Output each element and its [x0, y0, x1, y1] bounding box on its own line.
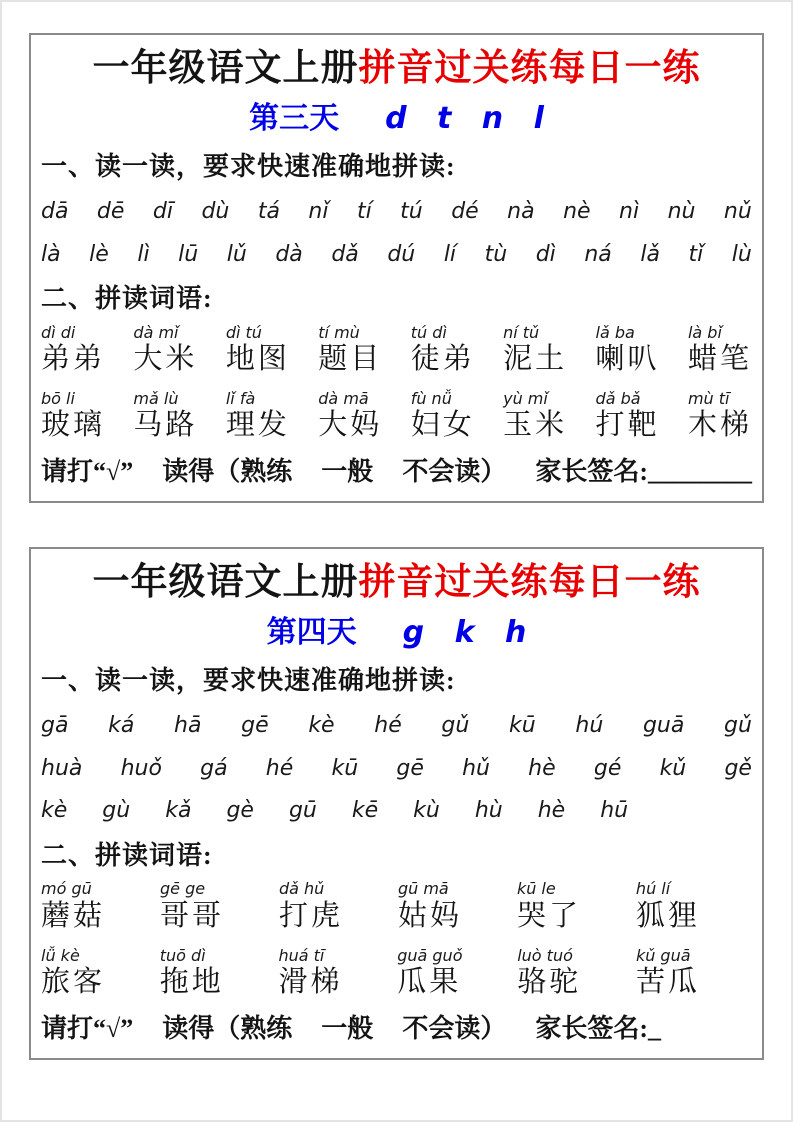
word-item: [41, 324, 105, 377]
word-hanzi: 打虎: [278, 899, 343, 932]
word-item: [226, 390, 290, 443]
word-item: [318, 390, 382, 443]
pinyin-syllable: nì: [619, 198, 640, 224]
section2-heading: 二、拼读词语:: [41, 284, 213, 314]
word-hanzi: 泥土: [503, 343, 568, 376]
word-pinyin: dǎ bǎ: [595, 388, 641, 408]
word-pinyin: luò tuó: [517, 945, 573, 965]
day-label: 第三天: [249, 102, 340, 136]
day-subtitle: [41, 615, 752, 651]
pinyin-syllable: gé: [593, 755, 622, 781]
pinyin-syllable: kū: [331, 755, 359, 781]
pinyin-syllable: tá: [257, 198, 280, 224]
word-item: [160, 880, 224, 933]
pinyin-syllable: nà: [507, 198, 535, 224]
pinyin-syllable: gè: [226, 798, 254, 824]
day-label: 第四天: [266, 616, 357, 650]
word-item: [133, 324, 197, 377]
pinyin-syllable: lè: [89, 241, 109, 267]
word-hanzi: 姑妈: [397, 899, 462, 932]
word-hanzi: 弟弟: [41, 343, 106, 376]
word-pinyin: dà mā: [318, 388, 369, 408]
worksheet-day3: [29, 33, 764, 503]
word-hanzi: 马路: [133, 409, 198, 442]
pinyin-syllable: dā: [41, 198, 69, 224]
pinyin-syllable: tǐ: [688, 241, 704, 267]
word-pinyin: tí mù: [318, 322, 360, 342]
word-hanzi: 玻璃: [41, 409, 106, 442]
pinyin-syllable: dē: [96, 198, 125, 224]
word-item: [160, 947, 224, 1000]
footer-segment: 读得（熟练: [162, 457, 293, 487]
pinyin-syllable: kē: [351, 798, 379, 824]
word-row: [41, 947, 752, 1000]
pinyin-syllable: kū: [509, 712, 536, 738]
section1-heading: 一、读一读，要求快速准确地拼读:: [41, 666, 456, 696]
pinyin-syllable: gǔ: [441, 712, 470, 738]
pinyin-syllable: huǒ: [120, 755, 162, 781]
word-item: [133, 390, 197, 443]
pinyin-syllable: kè: [308, 712, 335, 738]
pinyin-row: [41, 711, 752, 741]
word-hanzi: 骆驼: [517, 965, 582, 998]
footer-segment: 不会读）: [402, 1013, 507, 1043]
pinyin-syllable: gǔ: [724, 712, 752, 738]
word-hanzi: 徒弟: [410, 343, 475, 376]
pinyin-syllable: hū: [600, 798, 629, 824]
word-item: [503, 390, 567, 443]
word-pinyin: dà mǐ: [133, 322, 179, 342]
title-course: 一年级语文上册: [92, 561, 359, 603]
pinyin-syllable: hè: [537, 798, 566, 824]
word-item: [636, 880, 700, 933]
footer: [41, 1012, 752, 1046]
pinyin-syllable: gá: [200, 755, 228, 781]
pinyin-syllable: hǔ: [462, 755, 490, 781]
word-hanzi: 苦瓜: [635, 965, 700, 998]
pinyin-syllable: tí: [356, 198, 372, 224]
word-hanzi: 打靶: [595, 409, 660, 442]
word-pinyin: dì di: [41, 322, 76, 342]
word-hanzi: 喇叭: [595, 343, 660, 376]
pinyin-syllable: gù: [102, 798, 131, 824]
pinyin-syllable: guā: [642, 712, 685, 738]
word-hanzi: 哭了: [516, 899, 581, 932]
pinyin-syllable: dù: [201, 198, 230, 224]
word-hanzi: 地图: [225, 343, 290, 376]
footer: [41, 455, 752, 489]
word-item: [398, 880, 462, 933]
word-pinyin: fù nǚ: [410, 388, 452, 408]
pinyin-syllable: nǔ: [723, 198, 752, 224]
word-item: [41, 390, 105, 443]
pinyin-syllable: nù: [667, 198, 696, 224]
word-item: [596, 390, 660, 443]
word-item: [636, 947, 700, 1000]
pinyin-syllable: hā: [174, 712, 202, 738]
pinyin-syllable: hú: [575, 712, 604, 738]
word-hanzi: 题目: [318, 343, 383, 376]
word-pinyin: guā guǒ: [397, 945, 463, 965]
word-hanzi: 蘑菇: [41, 899, 106, 932]
word-row: [41, 324, 752, 377]
word-hanzi: 理发: [225, 409, 290, 442]
pinyin-syllable: ká: [108, 712, 135, 738]
section1-heading: 一、读一读，要求快速准确地拼读:: [41, 152, 456, 182]
word-item: [41, 880, 105, 933]
word-item: [41, 947, 105, 1000]
pinyin-row: [41, 197, 752, 227]
word-item: [688, 324, 752, 377]
word-pinyin: yù mǐ: [503, 388, 548, 408]
footer-segment: 不会读）: [402, 457, 507, 487]
word-hanzi: 妇女: [410, 409, 475, 442]
word-item: [411, 324, 475, 377]
word-hanzi: 狐狸: [635, 899, 700, 932]
word-pinyin: ní tǔ: [503, 322, 540, 342]
word-pinyin: mó gū: [41, 879, 92, 899]
pinyin-row: [41, 240, 752, 270]
worksheet-title: [41, 47, 752, 91]
word-hanzi: 拖地: [159, 965, 224, 998]
word-hanzi: 玉米: [503, 409, 568, 442]
word-pinyin: hú lí: [635, 879, 671, 899]
pinyin-syllable: dú: [387, 241, 416, 267]
pinyin-syllable: dì: [535, 241, 556, 267]
initials-label: d t n l: [385, 101, 544, 137]
word-pinyin: dì tú: [225, 322, 262, 342]
initials-label: g k h: [402, 615, 527, 651]
word-hanzi: 哥哥: [159, 899, 224, 932]
pinyin-syllable: kù: [413, 798, 440, 824]
footer-segment: 一般: [321, 1013, 374, 1043]
word-row: [41, 880, 752, 933]
title-topic: 拼音过关练每日一练: [358, 561, 701, 603]
word-hanzi: 蜡笔: [687, 343, 752, 376]
section2-heading: 二、拼读词语:: [41, 840, 213, 870]
word-pinyin: huá tī: [278, 945, 325, 965]
word-pinyin: lǐ fà: [225, 388, 256, 408]
word-row: [41, 390, 752, 443]
pinyin-syllable: lū: [178, 241, 199, 267]
pinyin-syllable: hé: [374, 712, 402, 738]
footer-segment: 家长签名:_: [535, 1013, 661, 1043]
pinyin-syllable: lì: [137, 241, 150, 267]
pinyin-syllable: hù: [474, 798, 503, 824]
pinyin-syllable: kè: [41, 798, 68, 824]
word-item: [517, 880, 581, 933]
word-pinyin: lǚ kè: [41, 945, 80, 965]
word-pinyin: dǎ hǔ: [278, 879, 325, 899]
word-item: [226, 324, 290, 377]
word-pinyin: kū le: [516, 879, 556, 899]
pinyin-syllable: lù: [731, 241, 752, 267]
pinyin-syllable: gē: [396, 755, 424, 781]
word-pinyin: là bǐ: [687, 322, 722, 342]
word-item: [688, 390, 752, 443]
pinyin-syllable: nè: [563, 198, 591, 224]
title-course: 一年级语文上册: [92, 48, 359, 89]
pinyin-syllable: dī: [152, 198, 173, 224]
worksheet-day4: [29, 547, 764, 1060]
worksheet-page: [2, 2, 791, 1060]
word-hanzi: 木梯: [687, 409, 752, 442]
word-pinyin: gē ge: [159, 879, 206, 899]
worksheet-title: [41, 561, 752, 605]
pinyin-syllable: hè: [528, 755, 556, 781]
pinyin-syllable: gā: [41, 712, 69, 738]
word-pinyin: kǔ guā: [635, 945, 691, 965]
pinyin-row: [41, 754, 752, 784]
footer-segment: 请打“√”: [41, 1013, 134, 1043]
pinyin-syllable: ná: [584, 241, 612, 267]
word-hanzi: 旅客: [41, 965, 106, 998]
pinyin-syllable: là: [41, 241, 61, 267]
word-pinyin: mù tī: [687, 388, 730, 408]
word-hanzi: 大米: [133, 343, 198, 376]
word-pinyin: lǎ ba: [595, 322, 635, 342]
pinyin-syllable: dé: [451, 198, 479, 224]
pinyin-row: [41, 796, 752, 826]
pinyin-syllable: gě: [724, 755, 752, 781]
pinyin-syllable: hé: [265, 755, 294, 781]
word-pinyin: mǎ lù: [133, 388, 179, 408]
word-hanzi: 滑梯: [278, 965, 343, 998]
pinyin-syllable: dǎ: [331, 241, 359, 267]
pinyin-syllable: huà: [41, 755, 83, 781]
word-pinyin: tú dì: [410, 322, 447, 342]
pinyin-syllable: tú: [400, 198, 423, 224]
word-item: [411, 390, 475, 443]
pinyin-syllable: gē: [241, 712, 269, 738]
day-subtitle: [41, 101, 752, 137]
word-item: [279, 880, 343, 933]
footer-segment: 一般: [321, 457, 374, 487]
pinyin-syllable: gū: [288, 798, 317, 824]
pinyin-syllable: lǔ: [226, 241, 247, 267]
pinyin-syllable: kǎ: [165, 798, 192, 824]
word-pinyin: gū mā: [397, 879, 449, 899]
pinyin-syllable: nǐ: [308, 198, 329, 224]
word-item: [318, 324, 382, 377]
pinyin-syllable: kǔ: [659, 755, 687, 781]
word-item: [397, 947, 462, 1000]
word-item: [517, 947, 581, 1000]
word-item: [596, 324, 660, 377]
footer-segment: 请打“√”: [41, 457, 134, 487]
word-pinyin: tuō dì: [159, 945, 206, 965]
pinyin-syllable: tù: [484, 241, 508, 267]
pinyin-syllable: lǎ: [640, 241, 660, 267]
word-hanzi: 大妈: [318, 409, 383, 442]
word-hanzi: 瓜果: [397, 965, 462, 998]
word-pinyin: bō li: [41, 388, 75, 408]
title-topic: 拼音过关练每日一练: [358, 48, 701, 89]
word-item: [503, 324, 567, 377]
pinyin-syllable: dà: [275, 241, 303, 267]
word-item: [278, 947, 342, 1000]
footer-segment: 读得（熟练: [162, 1013, 293, 1043]
footer-segment: 家长签名:________: [535, 457, 752, 487]
pinyin-syllable: lí: [443, 241, 457, 267]
